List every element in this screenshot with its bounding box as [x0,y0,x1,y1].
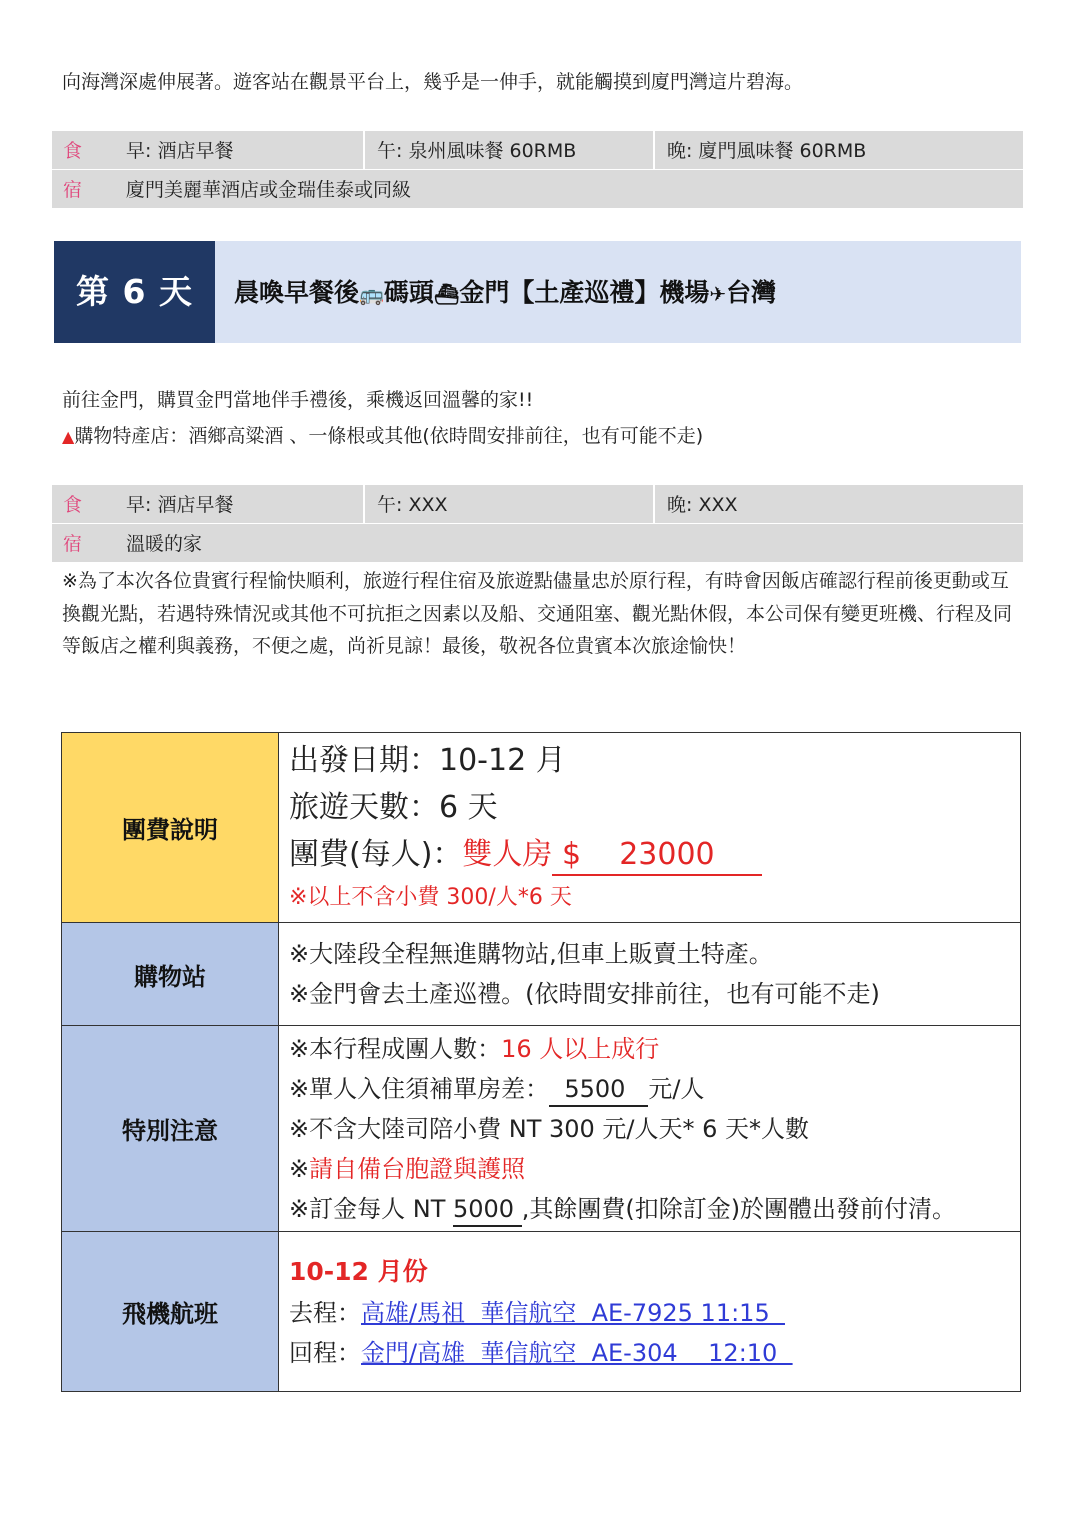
single-supplement-suffix: 元/人 [648,1074,705,1103]
meal-key: 食 [52,485,114,523]
stay-home: 溫暖的家 [114,523,1023,562]
tour-price [289,831,1019,878]
flight-period: 10-12 月份 [289,1256,428,1286]
shopping-line-2: ※金門會去土產巡禮。(依時間安排前往，也有可能不走) [289,980,880,1008]
single-supplement-value: 5500 [549,1073,648,1107]
return-flight-link[interactable]: 金門/高雄 華信航空 AE-304 12:10 [361,1338,793,1367]
day6-shopping-line [62,420,703,453]
tour-days: 旅遊天數：6 天 [289,790,498,825]
room-type: 雙人房 [462,837,553,872]
stay-key: 宿 [52,169,114,208]
plane-icon: ✈ [709,282,727,306]
flight-label: 飛機航班 [62,1232,279,1392]
group-size [289,1029,1019,1069]
group-size-value: 16 人以上成行 [501,1034,660,1063]
day6-shopping-text: 購物特產店：酒鄉高粱酒 、一條根或其他(依時間安排前往，也有可能不走) [74,425,704,447]
day-title-part1: 晨喚早餐後 [234,278,360,307]
triangle-icon: ▲ [62,427,75,446]
day-title-part2: 碼頭 [383,278,434,307]
day-title-part3: 金門【土產巡禮】機場 [459,278,710,307]
breakfast: 早: 酒店早餐 [114,131,364,169]
lunch: 午: 泉州風味餐 60RMB [364,131,654,169]
meal-table-day5 [52,131,1023,208]
fee-label: 團費說明 [62,733,279,923]
meal-table-day6 [52,485,1023,562]
documents-note [289,1149,1019,1189]
tour-info-table [61,732,1021,1392]
stay-key: 宿 [52,523,114,562]
day-label: 第 6 天 [54,241,215,343]
group-size-prefix: ※本行程成團人數： [289,1034,502,1063]
driver-tip-note: ※不含大陸司陪小費 NT 300 元/人天* 6 天*人數 [289,1114,810,1143]
ferry-icon: ⛴ [433,282,460,306]
outbound-flight-link[interactable]: 高雄/馬祖 華信航空 AE-7925 11:15 [361,1298,785,1327]
documents-value: 請自備台胞證與護照 [309,1154,526,1183]
documents-prefix: ※ [289,1154,310,1183]
breakfast: 早: 酒店早餐 [114,485,364,523]
notes-details [279,1026,1021,1232]
day6-description: 前往金門，購買金門當地伴手禮後，乘機返回溫馨的家!! [62,389,534,411]
deposit-value: 5000 [453,1193,522,1227]
shopping-details [279,923,1021,1026]
dinner: 晚: XXX [654,485,1023,523]
shopping-line-1: ※大陸段全程無進購物站,但車上販賣土特產。 [289,940,773,968]
single-supplement [289,1069,1019,1109]
tip-note: ※以上不含小費 300/人*6 天 [289,885,572,910]
day-title [234,241,776,343]
day-header [54,241,1021,343]
price-prefix: 團費(每人)： [289,837,463,872]
outbound-flight [289,1293,1019,1333]
single-supplement-prefix: ※單人入住須補單房差： [289,1074,550,1103]
flight-details [279,1232,1021,1392]
stay-hotel: 廈門美麗華酒店或金瑞佳泰或同級 [114,169,1023,208]
dinner: 晚: 廈門風味餐 60RMB [654,131,1023,169]
fee-details [279,733,1021,923]
return-prefix: 回程： [289,1338,361,1367]
price-value: $ 23000 [552,836,762,876]
return-flight [289,1333,1019,1373]
day-title-part4: 台灣 [726,278,777,307]
deposit-note [289,1189,1019,1229]
deposit-prefix: ※訂金每人 NT [289,1194,453,1223]
lunch: 午: XXX [364,485,654,523]
deposit-suffix: ,其餘團費(扣除訂金)於團體出發前付清。 [521,1194,957,1223]
notes-label: 特別注意 [62,1026,279,1232]
notice-paragraph: ※為了本次各位貴賓行程愉快順利，旅遊行程住宿及旅遊點儘量忠於原行程，有時會因飯店確認行程前後更動或互換觀光點，若遇特殊情況或其他不可抗拒之因素以及船、交通阻塞、觀光點休假，本公司保有變更班機、行程及同等飯店之權利與義務，不便之處，尚祈見諒！最後，敬祝各位貴賓本次旅途愉快！ [62,570,1013,657]
outbound-prefix: 去程： [289,1298,361,1327]
bus-icon: 🚌 [359,282,384,306]
intro-paragraph: 向海灣深處伸展著。遊客站在觀景平台上，幾乎是一伸手，就能觸摸到廈門灣這片碧海。 [62,71,804,93]
departure-date: 出發日期：10-12 月 [289,743,566,778]
shopping-label: 購物站 [62,923,279,1026]
meal-key: 食 [52,131,114,169]
